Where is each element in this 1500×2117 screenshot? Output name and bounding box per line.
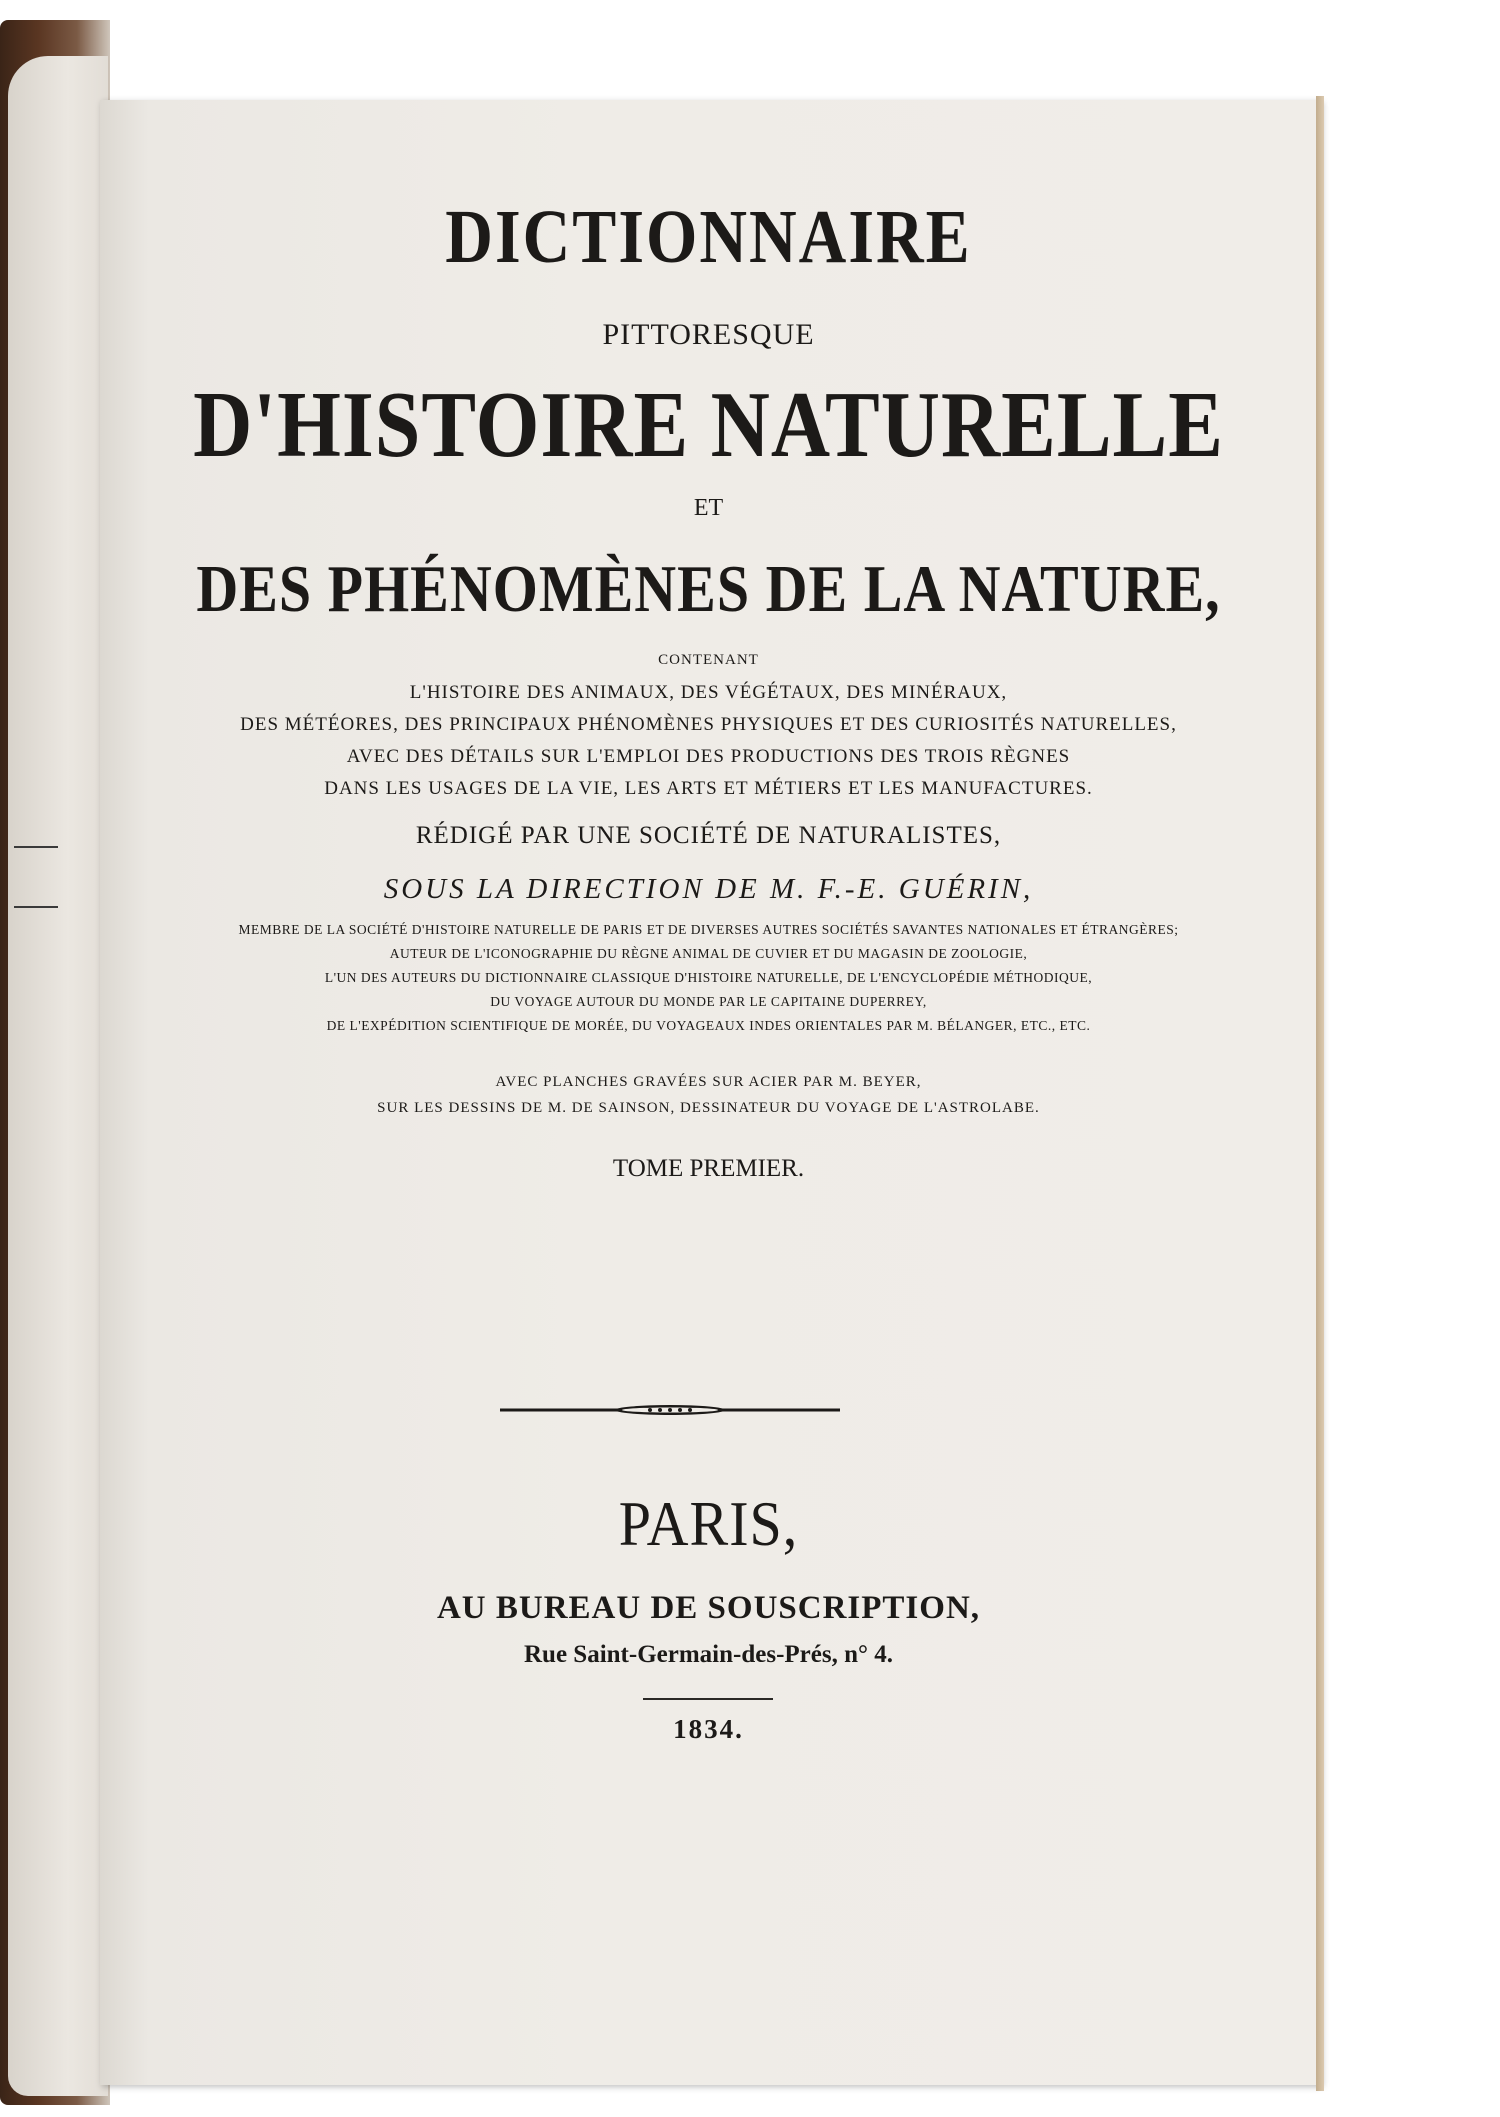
imprint-address: Rue Saint-Germain-des-Prés, n° 4. [524, 1641, 893, 1668]
page-edge [1316, 96, 1324, 2091]
credentials-line: MEMBRE DE LA SOCIÉTÉ D'HISTOIRE NATURELLE DE PARIS ET DE DIVERSES AUTRES SOCIÉTÉS SAVANTES NATIONALES ET ÉTRANGÈRES; [238, 922, 1179, 937]
credentials-line: AUTEUR DE L'ICONOGRAPHIE DU RÈGNE ANIMAL DE CUVIER ET DU MAGASIN DE ZOOLOGIE, [389, 946, 1028, 961]
contents-intro: CONTENANT [658, 652, 759, 668]
title-subject: D'HISTOIRE NATURELLE [193, 372, 1224, 477]
description-line: DES MÉTÉORES, DES PRINCIPAUX PHÉNOMÈNES PHYSIQUES ET DES CURIOSITÉS NATURELLES, [240, 714, 1177, 735]
left-page-rule [14, 906, 58, 908]
imprint-year: 1834. [673, 1714, 744, 1744]
ornamental-rule [500, 1400, 840, 1420]
title-page-content [100, 100, 1317, 2085]
imprint-city: PARIS, [618, 1487, 799, 1560]
title-conjunction: ET [693, 495, 724, 521]
plates-line: AVEC PLANCHES GRAVÉES SUR ACIER PAR M. BEYER, [495, 1074, 922, 1090]
volume-label: TOME PREMIER. [612, 1155, 805, 1182]
title-page [100, 100, 1321, 2085]
left-page-edge [8, 56, 108, 2096]
description-line: L'HISTOIRE DES ANIMAUX, DES VÉGÉTAUX, DES MINÉRAUX, [409, 682, 1008, 703]
description-line: DANS LES USAGES DE LA VIE, LES ARTS ET MÉTIERS ET LES MANUFACTURES. [324, 778, 1093, 799]
title-subject-2: DES PHÉNOMÈNES DE LA NATURE, [196, 551, 1221, 626]
credentials-line: L'UN DES AUTEURS DU DICTIONNAIRE CLASSIQUE D'HISTOIRE NATURELLE, DE L'ENCYCLOPÉDIE MÉTHODIQUE, [324, 970, 1093, 985]
left-page-rule [14, 846, 58, 848]
edited-by: RÉDIGÉ PAR UNE SOCIÉTÉ DE NATURALISTES, [415, 822, 1002, 849]
year-rule [643, 1698, 773, 1700]
title-sub: PITTORESQUE [602, 318, 815, 351]
direction: SOUS LA DIRECTION DE M. F.-E. GUÉRIN, [383, 873, 1034, 905]
credentials-line: DE L'EXPÉDITION SCIENTIFIQUE DE MORÉE, DU VOYAGEAUX INDES ORIENTALES PAR M. BÉLANGER, ETC., ETC. [326, 1018, 1091, 1033]
imprint-publisher: AU BUREAU DE SOUSCRIPTION, [436, 1590, 981, 1626]
description-line: AVEC DES DÉTAILS SUR L'EMPLOI DES PRODUCTIONS DES TROIS RÈGNES [346, 746, 1071, 767]
credentials-line: DU VOYAGE AUTOUR DU MONDE PAR LE CAPITAINE DUPERREY, [490, 994, 927, 1009]
title-main: DICTIONNAIRE [445, 195, 972, 280]
plates-line: SUR LES DESSINS DE M. DE SAINSON, DESSINATEUR DU VOYAGE DE L'ASTROLABE. [377, 1100, 1040, 1116]
